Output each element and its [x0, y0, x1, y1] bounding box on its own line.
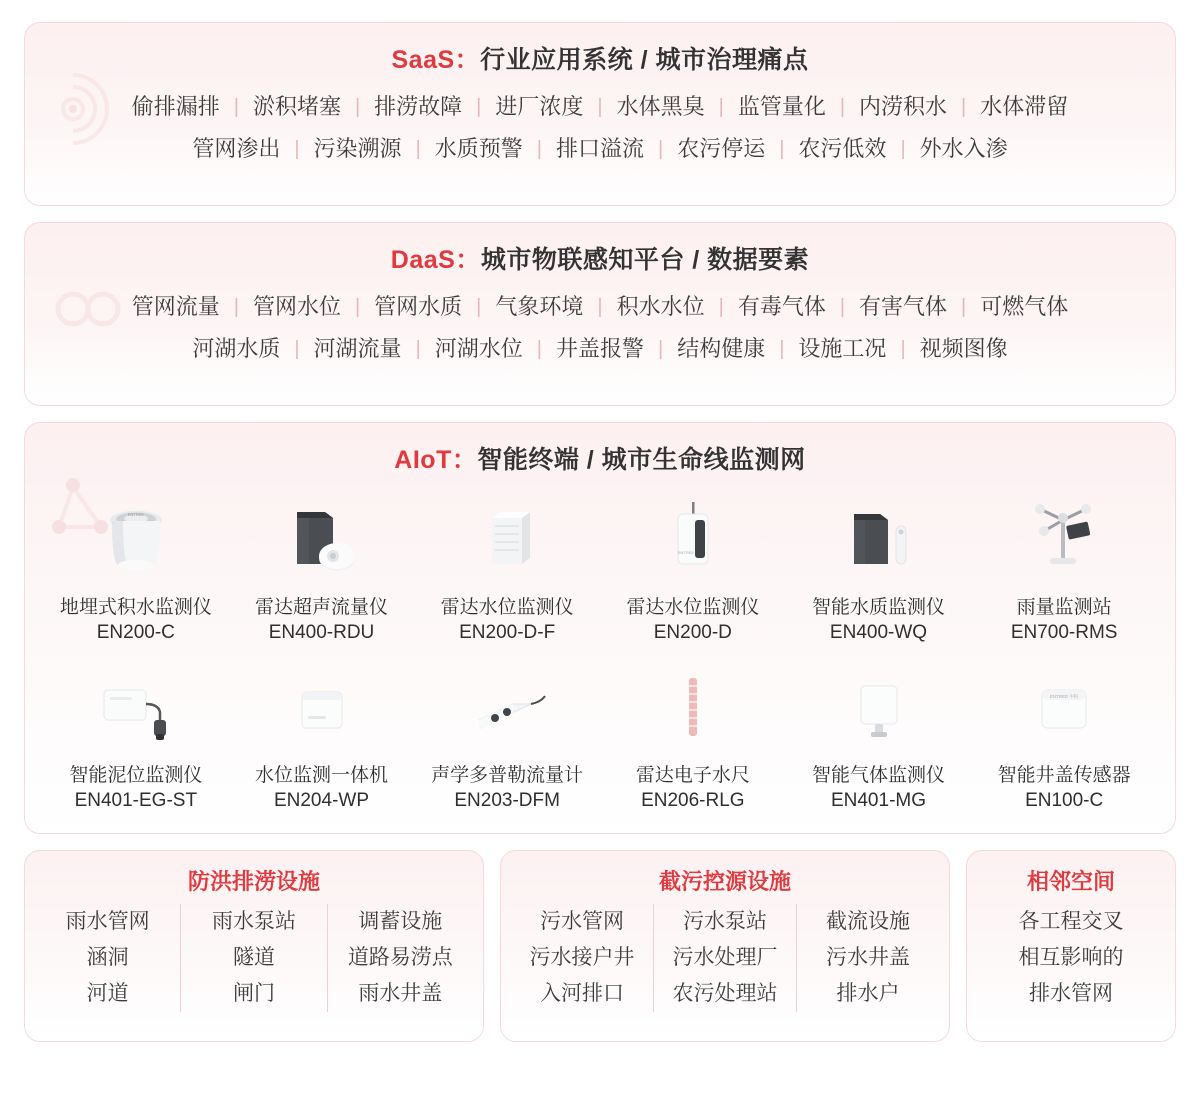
electronic-water-gauge-icon [648, 662, 738, 750]
column [796, 904, 939, 1012]
tag[interactable]: 河湖水质 [192, 335, 281, 361]
facility-item[interactable]: 污水泵站 [683, 910, 767, 933]
daas-row-2 [25, 328, 1175, 370]
svg-text:ENTREE: ENTREE [677, 550, 694, 555]
device-model: EN401-EG-ST [74, 790, 198, 811]
device-model: EN400-RDU [268, 622, 375, 643]
tag[interactable]: 气象环境 [495, 294, 584, 319]
separator: | [779, 337, 785, 360]
daas-row-1 [25, 286, 1175, 328]
separator: | [718, 95, 724, 118]
buried-water-level-sensor-icon [91, 494, 181, 582]
aiot-panel [24, 422, 1176, 834]
device-card [43, 656, 229, 816]
facility-item: 各工程交叉 [1018, 910, 1124, 933]
adjacent-space-title: 相邻空间 [1026, 869, 1115, 894]
device-name: 智能井盖传感器 [997, 765, 1131, 786]
daas-title [25, 223, 1175, 284]
device-model: EN203-DFM [454, 790, 560, 811]
column [180, 904, 326, 1012]
pollution-intercept-title: 截污控源设施 [658, 869, 791, 894]
separator: | [536, 137, 542, 160]
facility-item[interactable]: 涵洞 [86, 946, 129, 970]
svg-text:ENTREE 中科: ENTREE 中科 [1049, 694, 1079, 699]
tag[interactable]: 偷排漏排 [131, 94, 220, 119]
device-grid-row-1 [25, 484, 1175, 648]
device-card [971, 488, 1157, 648]
facility-panels [24, 850, 1176, 1042]
separator: | [597, 95, 603, 118]
device-model: EN200-C [96, 622, 175, 643]
aiot-title-main: 智能终端 / 城市生命线监测网 [477, 446, 806, 474]
tag[interactable]: 监管量化 [737, 94, 826, 119]
radar-level-meter-icon [648, 494, 738, 582]
smart-water-quality-meter-icon [828, 494, 928, 582]
separator: | [718, 295, 724, 318]
facility-item[interactable]: 雨水井盖 [358, 982, 443, 1006]
device-name: 智能泥位监测仪 [69, 765, 203, 786]
device-name: 水位监测一体机 [254, 765, 388, 786]
pollution-intercept-columns [501, 902, 949, 1012]
device-name: 雷达水位监测仪 [440, 597, 574, 618]
pollution-intercept-panel [500, 850, 950, 1042]
facility-item: 排水管网 [1029, 982, 1113, 1006]
device-name: 雷达超声流量仪 [254, 597, 388, 618]
saas-title-main: 行业应用系统 / 城市治理痛点 [480, 46, 809, 74]
radar-ultrasonic-flowmeter-icon [271, 494, 371, 582]
separator: | [294, 337, 300, 360]
aiot-title-prefix: AIoT： [394, 446, 478, 474]
aiot-title [25, 423, 1175, 484]
tag[interactable]: 淤积堵塞 [252, 94, 341, 119]
radar-level-meter-f-icon [462, 494, 552, 582]
saas-tag-rows [25, 84, 1175, 186]
tag[interactable]: 内涝积水 [859, 94, 948, 119]
tag[interactable]: 积水水位 [616, 294, 705, 319]
daas-panel [24, 222, 1176, 406]
facility-item[interactable]: 农污处理站 [672, 982, 778, 1006]
flood-control-columns [25, 902, 483, 1012]
tag[interactable]: 可燃气体 [980, 294, 1069, 319]
separator: | [839, 295, 846, 318]
tag[interactable]: 河湖流量 [313, 335, 402, 361]
saas-row-2 [25, 128, 1175, 170]
facility-item[interactable]: 入河排口 [540, 982, 624, 1006]
daas-title-prefix: DaaS： [390, 246, 481, 274]
column [653, 904, 796, 1012]
flood-control-title: 防洪排涝设施 [187, 869, 320, 894]
facility-item[interactable]: 道路易涝点 [347, 946, 453, 970]
device-model: EN700-RMS [1010, 622, 1118, 643]
facility-item[interactable]: 截流设施 [826, 910, 910, 933]
tag[interactable]: 水体滞留 [980, 94, 1069, 119]
separator: | [658, 337, 664, 360]
device-name: 雨量监测站 [1016, 597, 1112, 618]
separator: | [900, 137, 906, 160]
column [327, 904, 473, 1012]
saas-row-1 [25, 86, 1175, 128]
device-name: 智能气体监测仪 [811, 765, 945, 786]
tag[interactable]: 管网水位 [252, 294, 341, 319]
facility-item[interactable]: 河道 [86, 982, 129, 1006]
separator: | [961, 295, 967, 318]
separator: | [597, 295, 603, 318]
tag[interactable]: 结构健康 [677, 335, 766, 361]
separator: | [294, 137, 300, 160]
tag[interactable]: 进厂浓度 [495, 94, 584, 119]
daas-title-main: 城市物联感知平台 / 数据要素 [480, 246, 810, 274]
tag[interactable]: 农污低效 [798, 135, 887, 161]
device-card [414, 656, 600, 816]
separator: | [415, 337, 421, 360]
tag[interactable]: 有毒气体 [737, 294, 826, 319]
device-card [229, 656, 415, 816]
device-name: 雷达电子水尺 [635, 765, 750, 786]
separator: | [233, 295, 239, 318]
facility-item: 相互影响的 [1018, 946, 1124, 970]
device-model: EN401-MG [830, 790, 926, 811]
device-card [600, 488, 786, 648]
facility-item[interactable]: 闸门 [232, 982, 275, 1006]
facility-item[interactable]: 调蓄设施 [358, 910, 443, 933]
facility-item[interactable]: 隧道 [232, 946, 275, 970]
daas-tag-rows [25, 284, 1175, 386]
smart-manhole-cover-sensor-icon [1018, 662, 1110, 750]
separator: | [354, 95, 361, 118]
tag[interactable]: 河湖水位 [434, 335, 523, 361]
device-card [786, 488, 972, 648]
facility-item[interactable]: 污水井盖 [826, 946, 910, 970]
tag[interactable]: 视频图像 [919, 335, 1008, 361]
device-card [971, 656, 1157, 816]
facility-item[interactable]: 污水接户井 [529, 946, 635, 970]
tag[interactable]: 井盖报警 [555, 335, 644, 361]
separator: | [839, 95, 846, 118]
flood-control-panel [24, 850, 484, 1042]
device-name: 智能水质监测仪 [811, 597, 945, 618]
tag[interactable]: 农污停运 [677, 135, 766, 161]
facility-item[interactable]: 雨水泵站 [211, 910, 296, 933]
device-model: EN400-WQ [829, 622, 928, 643]
separator: | [233, 95, 239, 118]
svg-text:ENTREE: ENTREE [127, 512, 144, 517]
facility-item[interactable]: 排水户 [836, 982, 900, 1006]
device-card[interactable] [43, 488, 229, 648]
tag[interactable]: 排口溢流 [555, 135, 644, 161]
device-model: EN204-WP [273, 790, 369, 811]
device-card [600, 656, 786, 816]
separator: | [354, 295, 361, 318]
separator: | [961, 95, 967, 118]
separator: | [779, 137, 785, 160]
facility-item[interactable]: 雨水管网 [65, 910, 150, 933]
column [511, 904, 653, 1012]
device-name: 地埋式积水监测仪 [59, 597, 212, 618]
adjacent-space-panel [966, 850, 1176, 1042]
tag[interactable]: 排涝故障 [374, 94, 463, 119]
device-model: EN200-D-F [459, 622, 556, 643]
device-model: EN200-D [653, 622, 732, 643]
tag[interactable]: 污染溯源 [313, 135, 402, 161]
device-card [786, 656, 972, 816]
device-name: 雷达水位监测仪 [626, 597, 760, 618]
separator: | [476, 295, 482, 318]
tag[interactable]: 设施工况 [798, 335, 887, 361]
separator: | [658, 137, 664, 160]
tag[interactable]: 管网水质 [374, 294, 463, 319]
separator: | [415, 137, 421, 160]
separator: | [536, 337, 542, 360]
facility-item[interactable]: 污水管网 [540, 910, 624, 933]
tag[interactable]: 外水入渗 [919, 135, 1008, 161]
smart-gas-detector-icon [833, 662, 923, 750]
separator: | [476, 95, 482, 118]
tag[interactable]: 水体黑臭 [616, 94, 705, 119]
device-grid-row-2 [25, 652, 1175, 816]
device-card [414, 488, 600, 648]
device-model: EN206-RLG [641, 790, 745, 811]
adjacent-space-lines [967, 902, 1175, 1012]
tag[interactable]: 管网流量 [131, 294, 220, 319]
acoustic-doppler-flowmeter-icon [457, 662, 557, 750]
tag[interactable]: 有害气体 [859, 294, 948, 319]
device-model: EN100-C [1025, 790, 1104, 811]
rain-gauge-station-icon [1016, 494, 1112, 582]
saas-panel [24, 22, 1176, 206]
separator: | [900, 337, 906, 360]
tag[interactable]: 水质预警 [434, 135, 523, 161]
integrated-level-monitor-icon [276, 662, 366, 750]
facility-item[interactable]: 污水处理厂 [672, 946, 778, 970]
column [35, 904, 180, 1012]
device-name: 声学多普勒流量计 [431, 765, 584, 786]
device-card[interactable] [229, 488, 415, 648]
saas-title-prefix: SaaS： [391, 46, 481, 74]
saas-title [25, 23, 1175, 84]
tag[interactable]: 管网渗出 [192, 135, 281, 161]
sludge-level-meter-icon [86, 662, 186, 750]
